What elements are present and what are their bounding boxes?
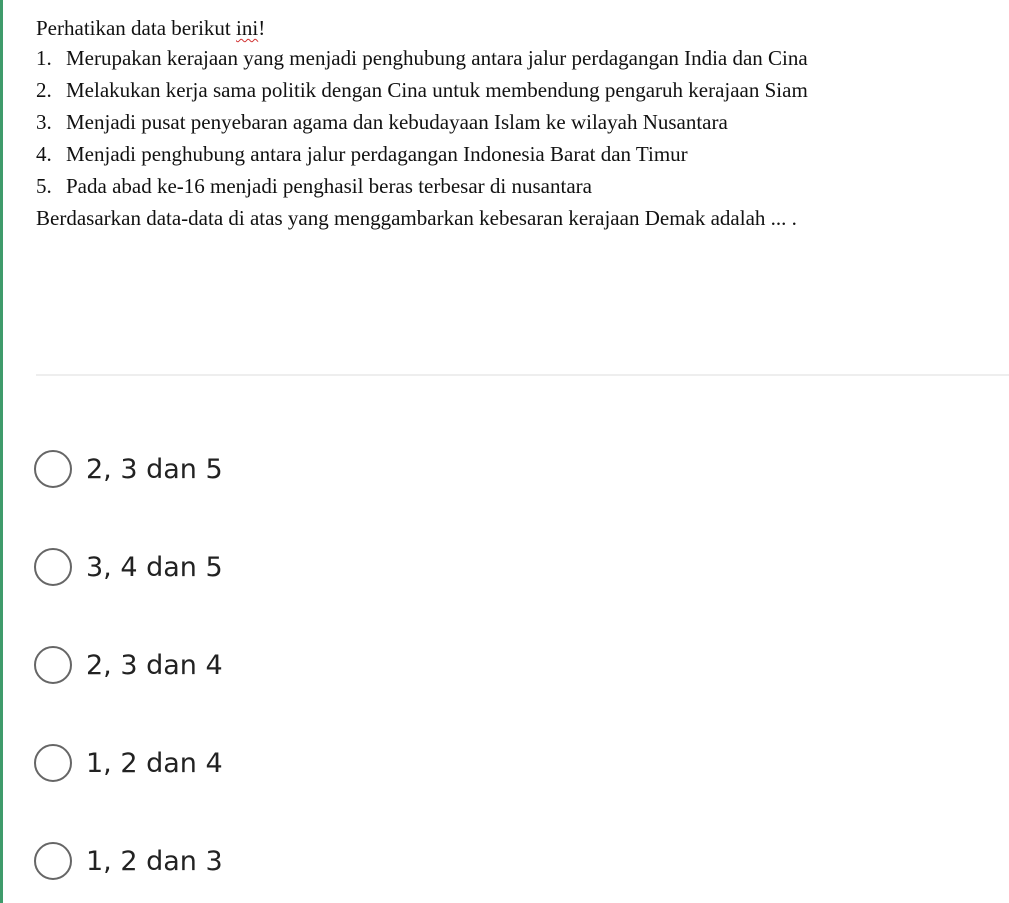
question-intro-punct: ! bbox=[258, 16, 266, 40]
divider bbox=[36, 374, 1009, 376]
answer-option-3[interactable] bbox=[34, 643, 223, 687]
question-text bbox=[36, 14, 996, 232]
answer-option-label: 3, 4 dan 5 bbox=[86, 551, 223, 583]
statement-item-4 bbox=[36, 140, 916, 168]
answer-option-1[interactable] bbox=[34, 447, 223, 491]
statement-item-5 bbox=[36, 172, 916, 200]
statement-item-1 bbox=[36, 44, 856, 72]
statement-text: Melakukan kerja sama politik dengan Cina untuk membendung pengaruh kerajaan Siam bbox=[66, 78, 808, 102]
statement-number: 5. bbox=[36, 174, 52, 198]
answer-option-5[interactable] bbox=[34, 839, 223, 883]
statement-text: Menjadi penghubung antara jalur perdagangan Indonesia Barat dan Timur bbox=[66, 142, 688, 166]
question-intro bbox=[36, 14, 996, 44]
radio-button[interactable] bbox=[34, 548, 72, 586]
answer-option-2[interactable] bbox=[34, 545, 223, 589]
statement-item-2 bbox=[36, 76, 856, 104]
statement-text: Menjadi pusat penyebaran agama dan kebudayaan Islam ke wilayah Nusantara bbox=[66, 110, 728, 134]
statement-number: 1. bbox=[36, 46, 52, 70]
radio-button[interactable] bbox=[34, 744, 72, 782]
statement-number: 3. bbox=[36, 110, 52, 134]
question-intro-text: Perhatikan data berikut bbox=[36, 16, 237, 40]
answer-option-label: 1, 2 dan 3 bbox=[86, 845, 223, 877]
statement-list bbox=[36, 44, 996, 200]
radio-button[interactable] bbox=[34, 646, 72, 684]
statement-number: 4. bbox=[36, 142, 52, 166]
statement-number: 2. bbox=[36, 78, 52, 102]
answer-option-label: 2, 3 dan 5 bbox=[86, 453, 223, 485]
radio-button[interactable] bbox=[34, 842, 72, 880]
statement-item-3 bbox=[36, 108, 856, 136]
answer-option-label: 2, 3 dan 4 bbox=[86, 649, 223, 681]
question-prompt: Berdasarkan data-data di atas yang menggambarkan kebesaran kerajaan Demak adalah ... . bbox=[36, 206, 797, 230]
question-intro-squiggle-word: ini bbox=[236, 16, 259, 40]
radio-button[interactable] bbox=[34, 450, 72, 488]
statement-text: Merupakan kerajaan yang menjadi penghubung antara jalur perdagangan India dan Cina bbox=[66, 46, 808, 70]
answer-option-label: 1, 2 dan 4 bbox=[86, 747, 223, 779]
statement-text: Pada abad ke-16 menjadi penghasil beras terbesar di nusantara bbox=[66, 174, 592, 198]
left-accent-bar bbox=[0, 0, 3, 903]
answer-option-4[interactable] bbox=[34, 741, 223, 785]
